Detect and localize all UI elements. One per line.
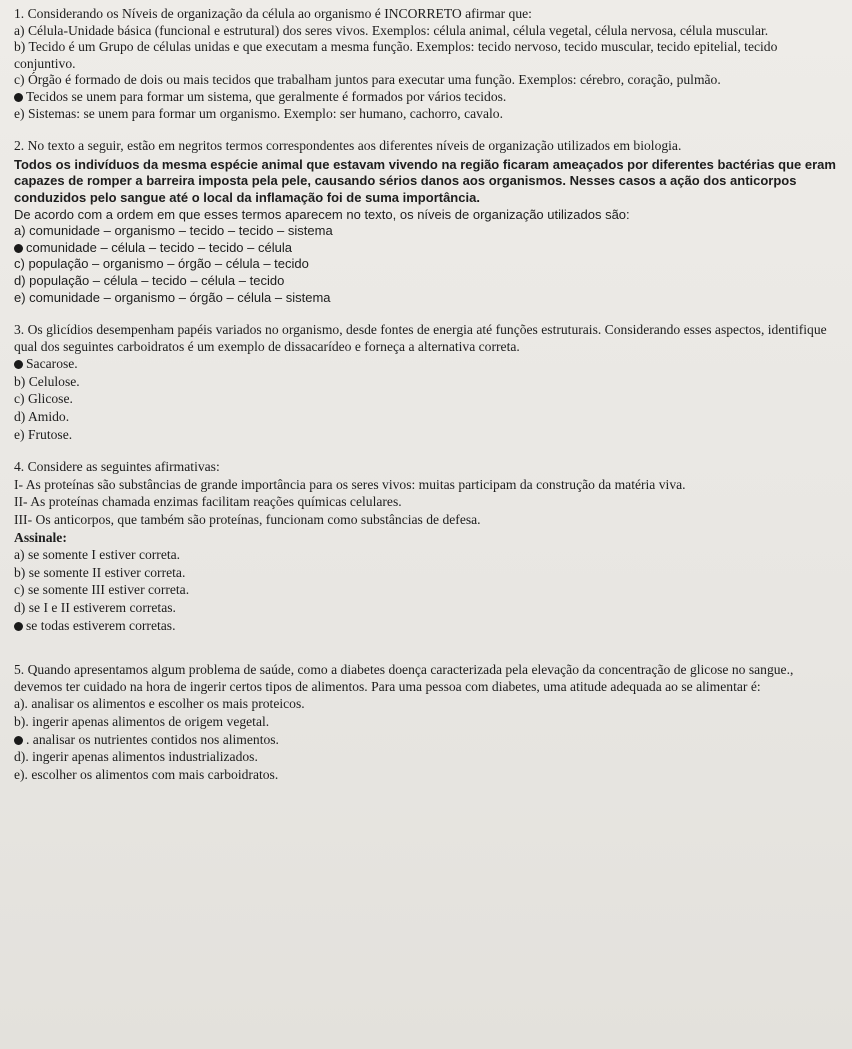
question-1: [14, 6, 836, 122]
question-3-option-a: [14, 356, 836, 373]
question-2: [14, 138, 836, 306]
worksheet: [14, 6, 836, 793]
question-5-option-c: [14, 732, 836, 749]
question-4-option-d: d) se I e II estiverem corretas.: [14, 600, 176, 615]
question-3-option-d: d) Amido.: [14, 409, 70, 425]
question-1-option-c: c) Órgão é formado de dois ou mais tecidos que trabalham juntos para executar uma função. Exemplos: cérebro, coração, pulmão.: [14, 72, 721, 88]
question-4-option-e: [14, 618, 836, 635]
question-3-option-b: b) Celulose.: [14, 373, 80, 389]
question-2-stem: 2. No texto a seguir, estão em negritos termos correspondentes aos diferentes níveis de organização utilizados em biologia.: [14, 138, 682, 154]
question-5-stem: 5. Quando apresentamos algum problema de saúde, como a diabetes doença caracterizada pela elevação da concentração de glicose no sangue., devemos ter cuidado na hora de ingerir certos tipos de alimentos. Para uma pessoa com diabetes, uma atitude adequada ao se alimentar é:: [14, 662, 794, 694]
question-5-option-e: e). escolher os alimentos com mais carboidratos.: [14, 766, 279, 782]
question-2-option-d: d) população – célula – tecido – célula – tecido: [14, 272, 285, 288]
question-5-option-c-text: . analisar os nutrientes contidos nos alimentos.: [26, 731, 279, 747]
question-4-option-b: b) se somente II estiver correta.: [14, 564, 186, 580]
question-5: [14, 662, 836, 783]
question-3: [14, 322, 836, 443]
filled-answer-mark-icon: [14, 244, 23, 253]
question-1-option-b: b) Tecido é um Grupo de células unidas e que executam a mesma função. Exemplos: tecido nervoso, tecido muscular, tecido epitelial, tecido conjuntivo.: [14, 39, 778, 71]
filled-answer-mark-icon: [14, 736, 23, 745]
question-4-statement-1: I- As proteínas são substâncias de grande importância para os seres vivos: muitas participam da construção da matéria viva.: [14, 476, 686, 492]
question-5-option-d: d). ingerir apenas alimentos industrializados.: [14, 749, 258, 765]
question-5-option-a: a). analisar os alimentos e escolher os mais proteicos.: [14, 696, 305, 712]
question-4-statement-3: III- Os anticorpos, que também são proteínas, funcionam como substâncias de defesa.: [14, 512, 481, 528]
question-3-option-e: e) Frutose.: [14, 426, 73, 442]
question-5-option-b: b). ingerir apenas alimentos de origem vegetal.: [14, 713, 270, 729]
question-4-prompt: Assinale:: [14, 529, 67, 545]
filled-answer-mark-icon: [14, 622, 23, 631]
question-4-option-e-text: se todas estiverem corretas.: [26, 617, 176, 633]
question-1-option-d: [14, 89, 836, 106]
question-2-option-c: c) população – organismo – órgão – célula – tecido: [14, 256, 309, 272]
question-2-option-b: [14, 240, 836, 257]
question-1-option-e: e) Sistemas: se unem para formar um organismo. Exemplo: ser humano, cachorro, cavalo.: [14, 105, 503, 121]
question-2-instruction: De acordo com a ordem em que esses termos aparecem no texto, os níveis de organização utilizados são:: [14, 206, 630, 222]
question-3-option-a-text: Sacarose.: [26, 356, 78, 372]
question-4-statement-2: II- As proteínas chamada enzimas facilitam reações químicas celulares.: [14, 494, 402, 510]
question-2-option-a: a) comunidade – organismo – tecido – tecido – sistema: [14, 223, 333, 239]
filled-answer-mark-icon: [14, 360, 23, 369]
question-3-option-c: c) Glicose.: [14, 391, 73, 407]
question-2-option-b-text: comunidade – célula – tecido – tecido – célula: [26, 239, 292, 255]
question-4-stem: 4. Considere as seguintes afirmativas:: [14, 459, 220, 475]
question-2-option-e: e) comunidade – organismo – órgão – célula – sistema: [14, 289, 331, 305]
question-3-stem: 3. Os glicídios desempenham papéis variados no organismo, desde fontes de energia até funções estruturais. Considerando esses aspectos, identifique qual dos seguintes carboidratos é um exemplo de dissacarídeo e forneça a alternativa correta.: [14, 322, 827, 354]
question-4: [14, 459, 836, 634]
question-2-passage: Todos os indivíduos da mesma espécie animal que estavam vivendo na região ficaram ameaçados por diferentes bactérias que eram capazes de romper a barreira imposta pela pele, causando sérios danos aos organismos. Nesses casos a ação dos anticorpos conduzidos pelo sangue até o local da inflamação foi de suma importância.: [14, 156, 836, 205]
question-1-option-d-text: Tecidos se unem para formar um sistema, que geralmente é formados por vários tecidos.: [26, 88, 507, 104]
question-1-stem: 1. Considerando os Níveis de organização da célula ao organismo é INCORRETO afirmar que:: [14, 6, 532, 21]
question-4-option-c: c) se somente III estiver correta.: [14, 582, 190, 598]
question-4-option-a: a) se somente I estiver correta.: [14, 547, 181, 563]
filled-answer-mark-icon: [14, 93, 23, 102]
question-1-option-a: a) Célula-Unidade básica (funcional e estrutural) dos seres vivos. Exemplos: célula animal, célula vegetal, célula nervosa, célula muscular.: [14, 22, 769, 38]
